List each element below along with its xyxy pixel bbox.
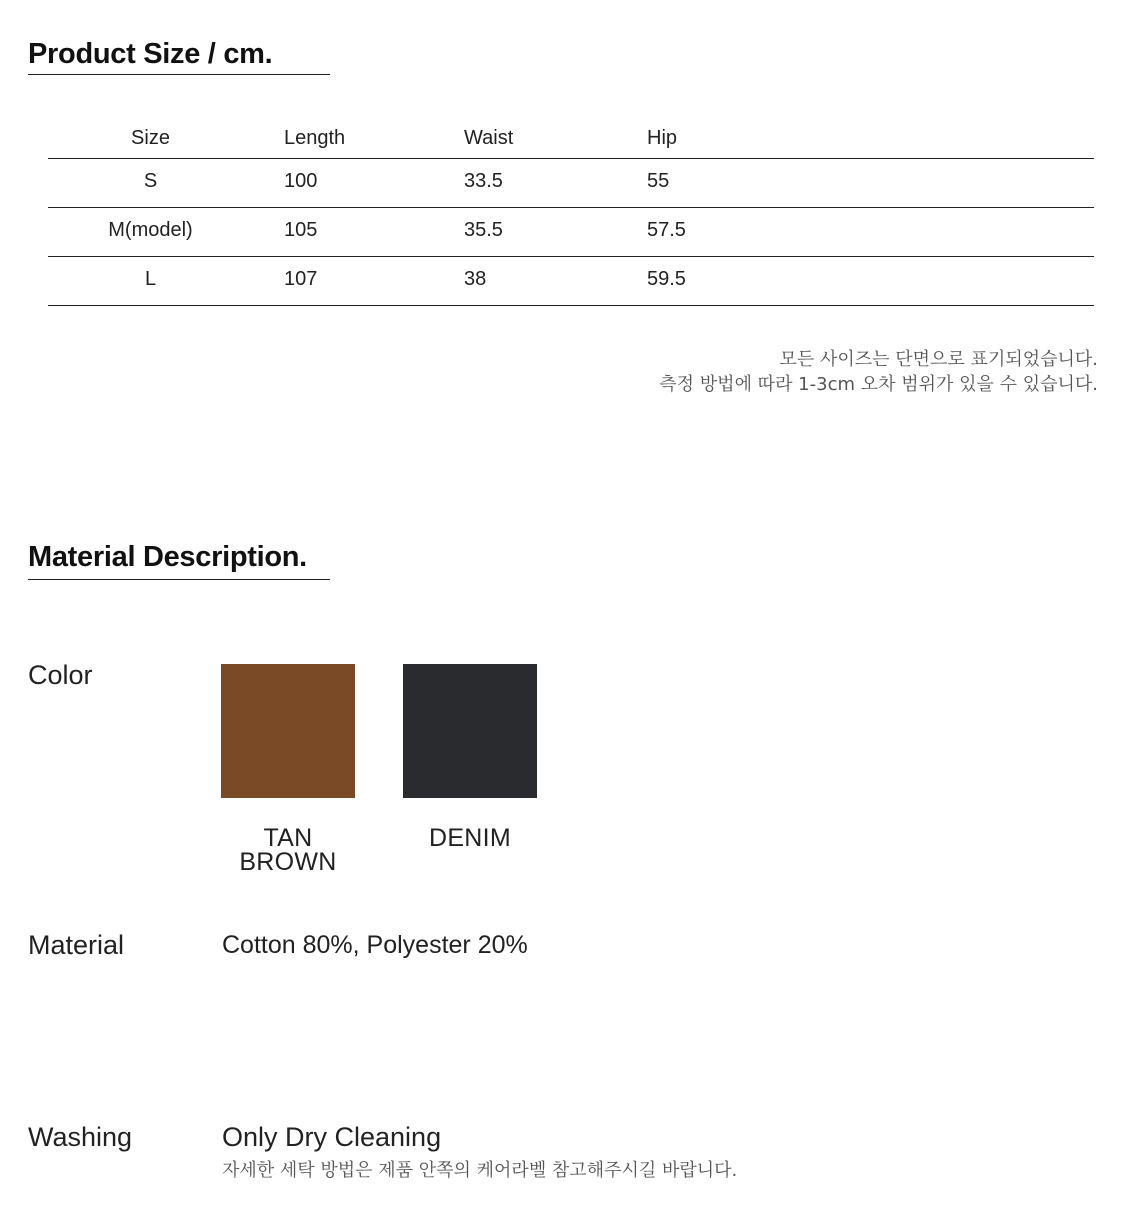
hip-cell: 57.5 [647,219,686,241]
material-title-underline [28,579,330,580]
size-section-title: Product Size / cm. [28,38,273,70]
washing-label: Washing [28,1122,133,1152]
material-value: Cotton 80%, Polyester 20% [222,931,528,959]
washing-note: 자세한 세탁 방법은 제품 안쪽의 케어라벨 참고해주시길 바랍니다. [222,1160,738,1181]
color-option-denim [403,664,537,852]
color-swatch [403,664,537,798]
length-cell: 107 [284,268,318,290]
size-cell: S [143,170,158,192]
waist-cell: 35.5 [464,219,503,241]
hip-cell: 59.5 [647,268,686,290]
size-note-line: 모든 사이즈는 단면으로 표기되었습니다. [779,349,1098,370]
size-table-header [48,120,1094,159]
color-name [191,826,385,874]
hip-cell: 55 [647,170,670,192]
table-row [48,208,1094,257]
material-label: Material [28,930,125,960]
color-name-line: TAN [263,824,313,852]
length-cell: 105 [284,219,318,241]
size-note-line: 측정 방법에 따라 1-3cm 오차 범위가 있을 수 있습니다. [659,374,1098,395]
waist-cell: 33.5 [464,170,503,192]
column-header-waist: Waist [464,127,514,149]
size-title-underline [28,74,330,75]
color-option-tan-brown [221,664,355,876]
column-header-size: Size [131,127,170,149]
table-row [48,257,1094,306]
color-name-line: BROWN [239,848,337,876]
waist-cell: 38 [464,268,487,290]
color-name [373,826,567,850]
table-row [48,159,1094,208]
washing-value: Only Dry Cleaning [222,1122,442,1152]
color-name-line: DENIM [428,824,512,852]
size-cell: L [144,268,157,290]
size-table [48,120,1094,306]
size-cell: M(model) [108,219,193,241]
color-label: Color [28,660,93,690]
column-header-length: Length [284,127,346,149]
size-note [659,347,1098,397]
column-header-hip: Hip [647,127,678,149]
color-swatch [221,664,355,798]
length-cell: 100 [284,170,318,192]
material-section-title: Material Description. [28,541,307,573]
